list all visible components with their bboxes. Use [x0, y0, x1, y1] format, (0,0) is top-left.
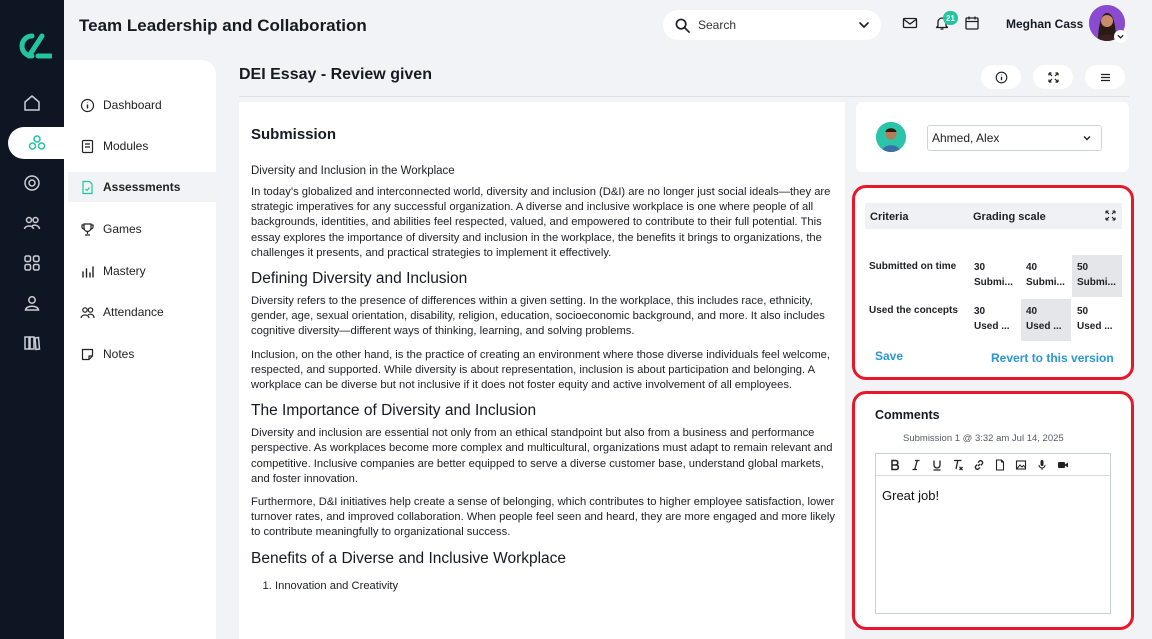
video-icon — [1057, 459, 1069, 471]
image-icon — [1015, 459, 1027, 471]
rubric-criterion: Submitted on time — [869, 261, 957, 272]
rail-person[interactable] — [0, 287, 64, 319]
essay-paragraph: Diversity refers to the presence of differences within a given setting. In the workplace, this includes race, ethnicity, gender, age, sexual orientation, disability, religion, education, socioeconomic background, and more. It also includes cognitive diversity—different ways of thinking, learning, and solving problems. — [251, 295, 825, 338]
rail-people[interactable] — [0, 207, 64, 239]
rail-library[interactable] — [0, 327, 64, 359]
essay-title: Diversity and Inclusion in the Workplace — [251, 165, 455, 177]
chevron-down-icon — [1081, 132, 1093, 144]
network-icon — [28, 134, 46, 152]
cell-points: 40 — [1026, 306, 1038, 317]
rubric-cell[interactable] — [1072, 299, 1122, 341]
file-icon — [994, 459, 1006, 471]
cell-label: Submi... — [1077, 277, 1116, 288]
comment-text[interactable]: Great job! — [882, 488, 940, 503]
submission-panel[interactable] — [239, 102, 845, 639]
search-icon — [675, 18, 690, 33]
menu-button[interactable] — [1085, 65, 1125, 89]
save-link[interactable]: Save — [875, 349, 904, 363]
essay-section-heading: The Importance of Diversity and Inclusion — [251, 402, 537, 420]
search-box[interactable] — [663, 10, 881, 40]
person-icon — [23, 294, 41, 312]
cell-points: 50 — [1077, 306, 1089, 317]
underline-icon — [931, 459, 943, 471]
note-icon — [80, 347, 95, 362]
nav-item-label: Dashboard — [103, 98, 162, 112]
chevron-down-icon[interactable] — [857, 18, 871, 32]
nav-item-mastery[interactable] — [68, 256, 216, 286]
rail-grid[interactable] — [0, 247, 64, 279]
student-card — [856, 102, 1129, 172]
cell-label: Submi... — [974, 277, 1013, 288]
info-icon — [995, 71, 1008, 84]
rubric-cell[interactable] — [1021, 255, 1071, 297]
link-button[interactable] — [968, 456, 989, 474]
expand-icon — [1047, 71, 1060, 84]
rubric-header — [865, 203, 1122, 229]
comment-editor[interactable] — [875, 453, 1111, 614]
cell-label: Used ... — [974, 321, 1010, 332]
notification-badge: 21 — [943, 11, 958, 25]
search-input[interactable] — [698, 18, 848, 32]
cell-label: Used ... — [1026, 321, 1062, 332]
essay-paragraph: Furthermore, D&I initiatives help create a sense of belonging, which contributes to higher employee satisfaction, lower turnover rates, and improved collaboration. When people feel seen and heard, they are more engaged and more likely to contribute meaningfully to organizational success. — [251, 496, 835, 539]
rail-target[interactable] — [0, 167, 64, 199]
rubric-panel — [852, 185, 1134, 380]
info-button[interactable] — [981, 65, 1021, 89]
record-audio-button[interactable] — [1031, 456, 1052, 474]
underline-button[interactable] — [926, 456, 947, 474]
bar-chart-icon — [80, 264, 95, 279]
nav-item-label: Modules — [103, 139, 149, 153]
trophy-icon — [80, 222, 95, 237]
clear-format-icon — [952, 459, 964, 471]
essay-paragraph: Diversity and inclusion are essential not only from an ethical standpoint but also from a business and performance perspective. As workplaces become more complex and multicultural, organizations must adapt to remain relevant and competitive. Inclusive companies are better equipped to serve a diverse customer base, understand global markets, and foster innovation. — [251, 427, 833, 485]
nav-item-attendance[interactable] — [68, 297, 216, 327]
info-circle-icon — [80, 98, 95, 113]
cell-points: 30 — [974, 306, 986, 317]
people-icon — [23, 214, 41, 232]
cell-points: 30 — [974, 262, 986, 273]
bold-button[interactable] — [884, 456, 905, 474]
comments-heading: Comments — [875, 408, 940, 422]
nav-item-assessments[interactable] — [68, 172, 216, 202]
microphone-icon — [1036, 459, 1048, 471]
users-icon — [80, 305, 95, 320]
nav-item-label: Assessments — [103, 180, 181, 194]
essay-section-heading: Defining Diversity and Inclusion — [251, 270, 468, 288]
record-video-button[interactable] — [1052, 456, 1073, 474]
home-icon — [23, 94, 41, 112]
expand-icon[interactable] — [1105, 210, 1116, 221]
italic-icon — [910, 459, 922, 471]
bold-icon — [889, 459, 901, 471]
rubric-cell-selected[interactable] — [1072, 255, 1122, 297]
chevron-down-icon — [1116, 32, 1125, 41]
nav-item-label: Attendance — [103, 305, 164, 319]
comments-panel — [852, 391, 1134, 630]
essay-paragraph: Inclusion, on the other hand, is the practice of creating an environment where those diverse individuals feel welcome, respected, and supported. While diversity is about representation, inclusion is about participation and belonging. A workplace can be diverse but not inclusive if it does not foster equity and active involvement of all employees. — [251, 348, 830, 392]
essay-section-heading: Benefits of a Diverse and Inclusive Workplace — [251, 549, 567, 567]
submission-timestamp: Submission 1 @ 3:32 am Jul 14, 2025 — [903, 433, 1064, 444]
cell-points: 40 — [1026, 262, 1038, 273]
attach-file-button[interactable] — [989, 456, 1010, 474]
logo-icon[interactable] — [12, 30, 52, 62]
nav-item-label: Notes — [103, 347, 135, 361]
module-nav — [64, 60, 216, 639]
nav-item-label: Games — [103, 222, 142, 236]
clear-format-button[interactable] — [947, 456, 968, 474]
rubric-criterion: Used the concepts — [869, 305, 958, 316]
student-avatar — [876, 122, 906, 152]
book-icon — [80, 139, 95, 154]
fullscreen-button[interactable] — [1033, 65, 1073, 89]
revert-version-link[interactable]: Revert to this version — [991, 351, 1114, 365]
rubric-col-scale: Grading scale — [973, 211, 1046, 223]
student-select[interactable] — [927, 125, 1102, 151]
nav-item-label: Mastery — [103, 264, 146, 278]
rail-home[interactable] — [0, 87, 64, 119]
page-title: DEI Essay - Review given — [239, 66, 432, 83]
editor-toolbar — [876, 454, 1110, 476]
rubric-cell[interactable] — [969, 299, 1019, 341]
submission-heading: Submission — [251, 126, 337, 143]
list-item: 1. Innovation and Creativity — [275, 580, 836, 592]
mail-icon[interactable] — [902, 15, 918, 31]
cell-label: Submi... — [1026, 277, 1065, 288]
cell-points: 50 — [1077, 262, 1089, 273]
nav-item-modules[interactable] — [68, 131, 216, 161]
nav-item-notes[interactable] — [68, 339, 216, 369]
rail-network[interactable] — [8, 127, 66, 159]
divider — [239, 96, 1129, 97]
student-select-value: Ahmed, Alex — [932, 131, 1000, 145]
essay-list — [275, 580, 836, 592]
cell-label: Used ... — [1077, 321, 1113, 332]
grid-icon — [23, 254, 41, 272]
nav-item-dashboard[interactable] — [68, 90, 216, 120]
essay-paragraph: In today’s globalized and interconnected world, diversity and inclusion (D&I) are no longer just social ideals—they are strategic imperatives for any successful organization. A diverse and inclusive workplace is one where people of all backgrounds, identities, and abilities feel respected, valued, and empowered to contribute to their full potential. This essay explores the importance of diversity and inclusion in the workplace, the benefits it brings to organizations, the challenges it presents, and practical strategies to implement it effectively. — [251, 186, 831, 259]
user-name[interactable]: Meghan Cass — [1006, 17, 1084, 31]
link-icon — [973, 459, 985, 471]
student-avatar-icon — [876, 122, 906, 152]
library-icon — [23, 334, 41, 352]
app-title: Team Leadership and Collaboration — [79, 16, 367, 35]
nav-item-games[interactable] — [68, 214, 216, 244]
italic-button[interactable] — [905, 456, 926, 474]
icon-rail — [0, 0, 64, 639]
calendar-icon[interactable] — [964, 15, 980, 31]
hamburger-menu-icon — [1099, 71, 1112, 84]
rubric-col-criteria: Criteria — [870, 211, 909, 223]
avatar-menu-chevron[interactable] — [1114, 30, 1127, 43]
insert-image-button[interactable] — [1010, 456, 1031, 474]
document-icon — [80, 180, 95, 195]
rubric-cell-selected[interactable] — [1021, 299, 1071, 341]
rubric-cell[interactable] — [969, 255, 1019, 297]
target-icon — [23, 174, 41, 192]
